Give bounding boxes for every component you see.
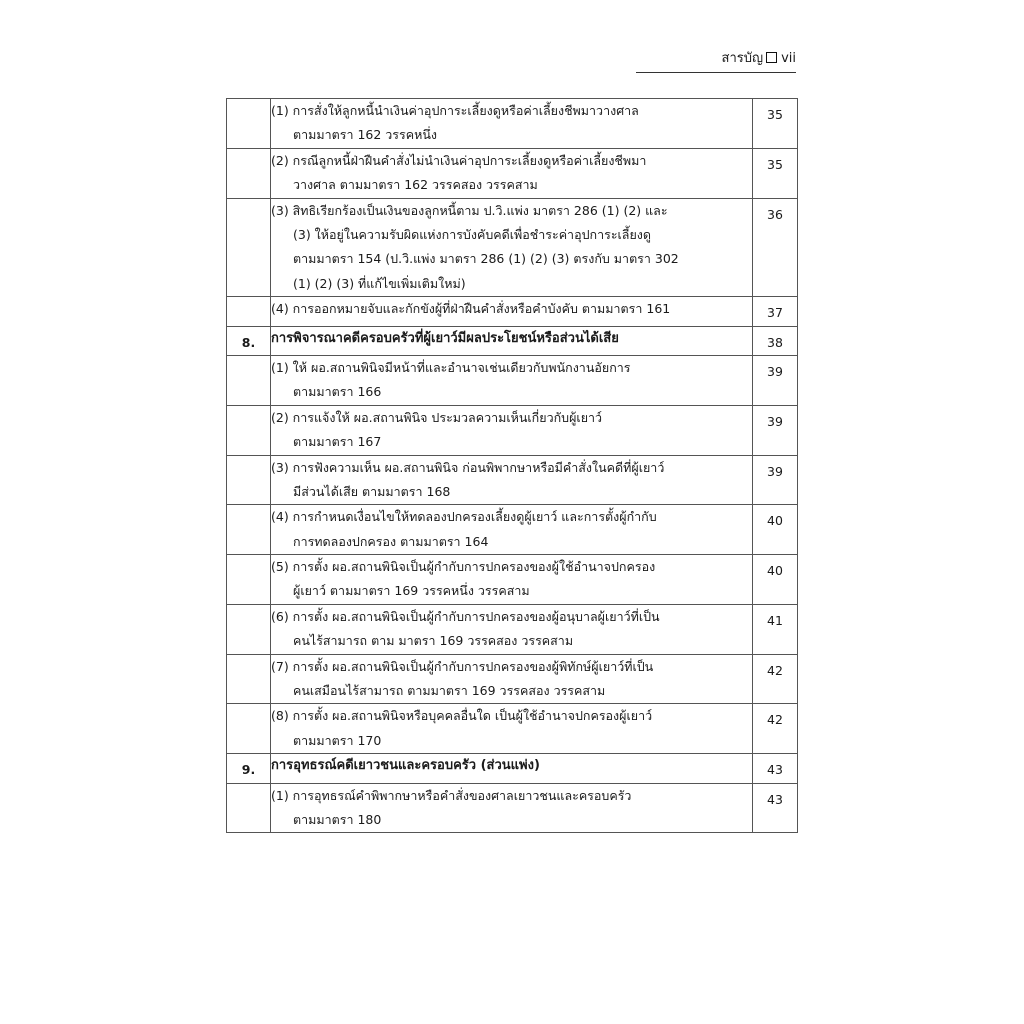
toc-page-cell bbox=[753, 297, 798, 326]
toc-entry-line: (1) การอุทธรณ์คำพิพากษาหรือคำสั่งของศาลเยาวชนและครอบครัว bbox=[271, 787, 632, 803]
toc-title-cell bbox=[271, 783, 753, 833]
toc-page-number: 40 bbox=[767, 513, 783, 529]
toc-entry-line: (7) การตั้ง ผอ.สถานพินิจเป็นผู้กำกับการปกครองของผู้พิทักษ์ผู้เยาว์ที่เป็น bbox=[271, 658, 654, 674]
toc-section-number-cell bbox=[227, 297, 271, 326]
toc-entry-line: (4) การออกหมายจับและกักขังผู้ที่ฝ่าฝืนคำสั่งหรือคำบังคับ ตามมาตรา 161 bbox=[271, 301, 671, 317]
toc-page-number: 42 bbox=[767, 662, 783, 678]
toc-section-number-cell bbox=[227, 326, 271, 355]
toc-section-number-cell bbox=[227, 198, 271, 297]
toc-item-row bbox=[227, 455, 798, 505]
toc-page-number: 43 bbox=[767, 762, 783, 778]
toc-entry-line: คนเสมือนไร้สามารถ ตามมาตรา 169 วรรคสอง วรรคสาม bbox=[293, 683, 606, 699]
toc-entry-line: ตามมาตรา 166 bbox=[293, 384, 382, 400]
toc-body bbox=[227, 99, 798, 833]
toc-item-row bbox=[227, 198, 798, 297]
toc-title-cell bbox=[271, 355, 753, 405]
toc-section-number-cell bbox=[227, 555, 271, 605]
toc-section-number-cell bbox=[227, 654, 271, 704]
toc-page-cell bbox=[753, 455, 798, 505]
toc-section-number-cell bbox=[227, 148, 271, 198]
toc-entry-line: (1) การสั่งให้ลูกหนี้นำเงินค่าอุปการะเลี้ยงดูหรือค่าเลี้ยงชีพมาวางศาล bbox=[271, 103, 639, 118]
toc-page-cell bbox=[753, 355, 798, 405]
toc-section-number-cell bbox=[227, 99, 271, 149]
toc-entry-line: ตามมาตรา 162 วรรคหนึ่ง bbox=[293, 127, 437, 143]
toc-page-cell bbox=[753, 604, 798, 654]
toc-page-cell bbox=[753, 783, 798, 833]
toc-entry-line: ตามมาตรา 170 bbox=[293, 732, 382, 748]
toc-entry-line: มีส่วนได้เสีย ตามมาตรา 168 bbox=[293, 483, 451, 499]
toc-entry-line: การอุทธรณ์คดีเยาวชนและครอบครัว (ส่วนแพ่ง) bbox=[271, 758, 540, 774]
toc-title-cell bbox=[271, 555, 753, 605]
toc-page-cell bbox=[753, 148, 798, 198]
toc-page-number: 39 bbox=[767, 363, 783, 379]
toc-item-row bbox=[227, 604, 798, 654]
toc-item-row bbox=[227, 555, 798, 605]
toc-title-cell bbox=[271, 455, 753, 505]
toc-section-number-cell bbox=[227, 405, 271, 455]
toc-item-row bbox=[227, 355, 798, 405]
toc-item-row bbox=[227, 148, 798, 198]
header-section-title: สารบัญ bbox=[721, 51, 764, 66]
toc-title-cell bbox=[271, 704, 753, 754]
square-outline-icon bbox=[766, 52, 777, 63]
toc-page-number: 42 bbox=[767, 712, 783, 728]
toc-page-cell bbox=[753, 326, 798, 355]
toc-page-number: 40 bbox=[767, 563, 783, 579]
toc-item-row bbox=[227, 654, 798, 704]
toc-item-row bbox=[227, 704, 798, 754]
toc-title-cell bbox=[271, 148, 753, 198]
toc-title-cell bbox=[271, 754, 753, 783]
toc-page-number: 41 bbox=[767, 612, 783, 628]
toc-section-number-cell bbox=[227, 783, 271, 833]
toc-page-number: 35 bbox=[767, 156, 783, 172]
toc-entry-line: (6) การตั้ง ผอ.สถานพินิจเป็นผู้กำกับการปกครองของผู้อนุบาลผู้เยาว์ที่เป็น bbox=[271, 608, 660, 624]
toc-entry-line: วางศาล ตามมาตรา 162 วรรคสอง วรรคสาม bbox=[293, 177, 538, 193]
toc-title-cell bbox=[271, 198, 753, 297]
toc-item-row bbox=[227, 783, 798, 833]
toc-item-row bbox=[227, 99, 798, 149]
toc-page-number: 39 bbox=[767, 413, 783, 429]
toc-title-cell bbox=[271, 654, 753, 704]
toc-title-cell bbox=[271, 405, 753, 455]
toc-entry-line: ผู้เยาว์ ตามมาตรา 169 วรรคหนึ่ง วรรคสาม bbox=[293, 583, 530, 599]
toc-page-number: 36 bbox=[767, 206, 783, 222]
toc-section-number-cell bbox=[227, 604, 271, 654]
toc-section-row bbox=[227, 326, 798, 355]
toc-section-number-cell bbox=[227, 355, 271, 405]
toc-page-cell bbox=[753, 704, 798, 754]
toc-page-number: 37 bbox=[767, 305, 783, 321]
toc-entry-line: (2) การแจ้งให้ ผอ.สถานพินิจ ประมวลความเห็นเกี่ยวกับผู้เยาว์ bbox=[271, 409, 603, 425]
toc-entry-line: (8) การตั้ง ผอ.สถานพินิจหรือบุคคลอื่นใด เป็นผู้ใช้อำนาจปกครองผู้เยาว์ bbox=[271, 708, 653, 724]
toc-entry-line: ตามมาตรา 180 bbox=[293, 811, 382, 827]
header-page-number: vii bbox=[781, 51, 796, 66]
toc-page-number: 38 bbox=[767, 334, 783, 350]
toc-entry-line: การทดลองปกครอง ตามมาตรา 164 bbox=[293, 533, 489, 549]
toc-entry-line: (3) การฟังความเห็น ผอ.สถานพินิจ ก่อนพิพากษาหรือมีคำสั่งในคดีที่ผู้เยาว์ bbox=[271, 459, 665, 475]
toc-entry-line: (1) ให้ ผอ.สถานพินิจมีหน้าที่และอำนาจเช่นเดียวกับพนักงานอัยการ bbox=[271, 359, 631, 375]
toc-section-number-cell bbox=[227, 505, 271, 555]
toc-page-cell bbox=[753, 405, 798, 455]
toc-entry-line: (1) (2) (3) ที่แก้ไขเพิ่มเติมใหม่) bbox=[293, 275, 466, 291]
toc-page-cell bbox=[753, 99, 798, 149]
toc-item-row bbox=[227, 297, 798, 326]
table-of-contents bbox=[226, 98, 798, 833]
toc-entry-line: (4) การกำหนดเงื่อนไขให้ทดลองปกครองเลี้ยงดูผู้เยาว์ และการตั้งผู้กำกับ bbox=[271, 509, 657, 525]
toc-entry-line: ตามมาตรา 167 bbox=[293, 434, 382, 450]
toc-page-cell bbox=[753, 505, 798, 555]
toc-entry-line: คนไร้สามารถ ตาม มาตรา 169 วรรคสอง วรรคสาม bbox=[293, 633, 574, 649]
toc-title-cell bbox=[271, 99, 753, 149]
toc-section-row bbox=[227, 754, 798, 783]
header-rule bbox=[636, 72, 796, 73]
toc-title-cell bbox=[271, 326, 753, 355]
toc-entry-line: ตามมาตรา 154 (ป.วิ.แพ่ง มาตรา 286 (1) (2) (3) ตรงกับ มาตรา 302 bbox=[293, 251, 679, 267]
toc-section-number: 8. bbox=[241, 334, 256, 350]
toc-page-cell bbox=[753, 198, 798, 297]
toc-page-cell bbox=[753, 754, 798, 783]
toc-section-number-cell bbox=[227, 704, 271, 754]
toc-section-number: 9. bbox=[241, 762, 256, 778]
toc-page-cell bbox=[753, 555, 798, 605]
toc-page-number: 39 bbox=[767, 463, 783, 479]
toc-section-number-cell bbox=[227, 754, 271, 783]
toc-page-number: 35 bbox=[767, 107, 783, 122]
toc-section-number-cell bbox=[227, 455, 271, 505]
toc-entry-line: (3) สิทธิเรียกร้องเป็นเงินของลูกหนี้ตาม ป.วิ.แพ่ง มาตรา 286 (1) (2) และ bbox=[271, 202, 668, 218]
toc-item-row bbox=[227, 405, 798, 455]
toc-entry-line: (5) การตั้ง ผอ.สถานพินิจเป็นผู้กำกับการปกครองของผู้ใช้อำนาจปกครอง bbox=[271, 559, 656, 575]
page-header bbox=[636, 50, 796, 68]
toc-title-cell bbox=[271, 297, 753, 326]
toc-item-row bbox=[227, 505, 798, 555]
toc-title-cell bbox=[271, 604, 753, 654]
toc-title-cell bbox=[271, 505, 753, 555]
toc-entry-line: การพิจารณาคดีครอบครัวที่ผู้เยาว์มีผลประโยชน์หรือส่วนได้เสีย bbox=[271, 330, 619, 346]
toc-page-cell bbox=[753, 654, 798, 704]
toc-entry-line: (2) กรณีลูกหนี้ฝ่าฝืนคำสั่งไม่นำเงินค่าอุปการะเลี้ยงดูหรือค่าเลี้ยงชีพมา bbox=[271, 152, 647, 168]
toc-entry-line: (3) ให้อยู่ในความรับผิดแห่งการบังคับคดีเพื่อชำระค่าอุปการะเลี้ยงดู bbox=[293, 226, 652, 242]
toc-page-number: 43 bbox=[767, 791, 783, 807]
